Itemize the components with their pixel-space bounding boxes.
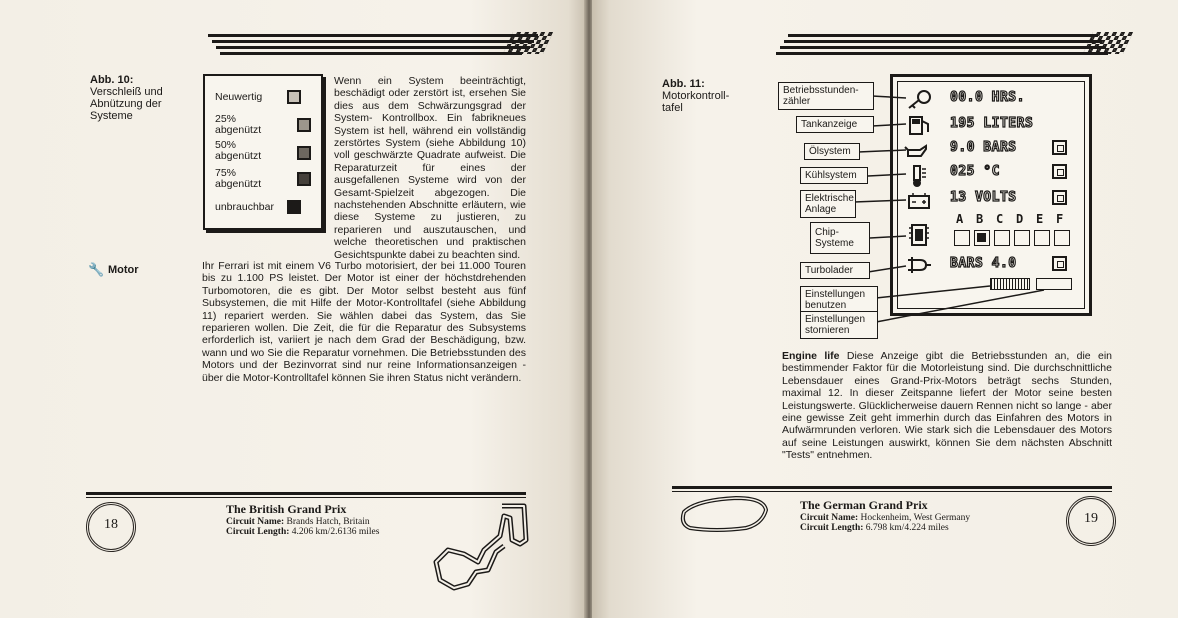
label-cancel-settings: Einstellungen stornieren (800, 311, 878, 339)
engine-life-paragraph (782, 350, 1112, 462)
shade-square (287, 90, 301, 104)
circuit-name: Hockenheim, West Germany (860, 513, 971, 523)
wrench-icon: 🔧 (88, 262, 105, 277)
legend-label: 50% abgenützt (215, 139, 262, 162)
figure-10-text: Verschleiß und Abnützung der Systeme (90, 86, 163, 122)
chip-letter-a: A (956, 212, 964, 226)
legend-row-50 (215, 140, 275, 162)
legend-row-broken (215, 202, 311, 213)
circuit-length-label: Circuit Length: (800, 523, 864, 533)
shade-square (297, 118, 311, 132)
oil-readout: 9.0 BARS (950, 140, 1017, 155)
label-fuel-gauge: Tankanzeige (796, 116, 874, 133)
circuit-name-label: Circuit Name: (800, 513, 859, 523)
chip-letter-d: D (1016, 212, 1024, 226)
checkered-flag-icon (503, 32, 553, 54)
chip-letter-f: F (1056, 212, 1064, 226)
label-turbocharger: Turbolader (800, 262, 870, 279)
legend-label: unbrauchbar (215, 201, 274, 213)
page-18 (0, 0, 586, 618)
shade-square (297, 172, 311, 186)
label-electrics: Elektrische Anlage (800, 190, 856, 218)
circuit-length: 6.798 km/4.224 miles (865, 523, 949, 533)
label-oil-system: Ölsystem (804, 143, 860, 160)
wear-legend-box (203, 74, 323, 230)
figure-11-text: Motorkontroll-tafel (662, 90, 730, 114)
hockenheim-track-map (676, 494, 772, 538)
footer-rule-thin (672, 491, 1112, 492)
gp-title: The German Grand Prix (800, 498, 928, 512)
chip-letter-b: B (976, 212, 984, 226)
legend-row-75 (215, 168, 275, 190)
motor-paragraph: Ihr Ferrari ist mit einem V6 Turbo motorisiert, der bei 11.000 Touren bis zu 1.100 PS leistet. Der Motor ist einer der höchstdrehenden Turbomotoren, die es gibt. Der Motor selbst besteht aus fünf Subsystemen, die mit Hilfe der Motor-Kontrolltafel (siehe Abbildung 11) repariert werden. Sie wählen dabei das System, das Sie reparieren wollen. Die Zeit, die für die Reparatur des Subsystems erforderlich ist, variiert je nach dem Grad der Beschädigung, bzw. wann und wo Sie die Reparatur vornehmen. Die Betriebsstunden des Motors und der Bezinvorrat sind nur reine Informationsanzeigen - über die Motor-Kontrolltafel können Sie ihren Status nicht verändern. (202, 260, 526, 384)
label-hour-meter: Betriebsstunden-zähler (778, 82, 874, 110)
page-19 (592, 0, 1178, 618)
circuit-length-label: Circuit Length: (226, 527, 290, 537)
figure-11-label: Abb. 11: (662, 78, 705, 90)
gp-title: The British Grand Prix (226, 502, 347, 516)
hours-readout: 00.0 HRS. (950, 90, 1025, 105)
shade-square (287, 200, 301, 214)
figure-10-label: Abb. 10: (90, 74, 134, 86)
footer-rule (86, 492, 526, 495)
circuit-length: 4.206 km/2.6136 miles (291, 527, 380, 537)
temp-readout: 025 °C (950, 164, 1000, 179)
legend-row-new (215, 92, 311, 103)
brands-hatch-track-map (424, 500, 534, 595)
engine-life-text: Diese Anzeige gibt die Betriebsstunden an, die ein bestimmender Faktor für die Motorleistung sind. Die durchschnittliche Lebensdauer eines Grand-Prix-Motors beträgt sechs Stunden, maximal 12. In dieser Zeitspanne liefert der Motor seine besten Leistungswerte. Glücklicherweise dauern Rennen nicht so lange - aber eine gewisse Zeit geht immerhin durch das Einfahren des Motors in Aufwärmrunden verloren. Wie stark sich die Lebensdauer des Motors auf seine Leistungen auswirkt, können Sie dem nächsten Abschnitt "Tests" entnehmen. (782, 350, 1113, 462)
footer-rule-thin (86, 497, 526, 498)
legend-row-25 (215, 114, 275, 136)
legend-label: Neuwertig (215, 91, 263, 103)
legend-label: 25% abgenützt (215, 113, 262, 136)
figure-10-caption (90, 74, 170, 122)
panel-leader-lines (592, 0, 1178, 340)
intro-paragraph: Wenn ein System beeinträchtigt, beschädigt oder zerstört ist, ersehen Sie dies aus dem Schwärzungsgrad der System- Kontrollbox. Ein fabrikneues System ist hell, während ein vollständig zerstörtes System (siehe Abbildung 10) voll geschwärzte Quadrate aufweist. Die Reparaturzeit für eines der ausgefallenen Systeme wird von der Gesamt-Spielzeit abgezogen. Die nachstehenden Abschnitte erläutern, wie diese Systeme zu justieren, zu reparieren und auszutauschen, und welche theoretischen und praktischen Gesichtspunkte dabei zu beachten sind. (334, 75, 526, 261)
turbo-readout: BARS 4.0 (950, 256, 1017, 271)
page-number-laurel: 18 (86, 502, 136, 552)
volts-readout: 13 VOLTS (950, 190, 1017, 205)
engine-life-heading: Engine life (782, 350, 840, 362)
circuit-name: Brands Hatch, Britain (286, 517, 370, 527)
circuit-name-label: Circuit Name: (226, 517, 285, 527)
footer-rule (672, 486, 1112, 489)
shade-square (297, 146, 311, 160)
motor-heading: Motor (108, 264, 139, 276)
page-number-laurel: 19 (1066, 496, 1116, 546)
british-gp-footer (226, 502, 456, 537)
german-gp-footer (800, 498, 1040, 533)
chip-letter-e: E (1036, 212, 1044, 226)
fuel-readout: 195 LITERS (950, 116, 1034, 131)
label-apply-settings: Einstellungen benutzen (800, 286, 878, 314)
legend-label: 75% abgenützt (215, 167, 262, 190)
chip-letter-c: C (996, 212, 1004, 226)
label-chip-systems: Chip-Systeme (810, 222, 870, 254)
label-cooling-system: Kühlsystem (800, 167, 868, 184)
